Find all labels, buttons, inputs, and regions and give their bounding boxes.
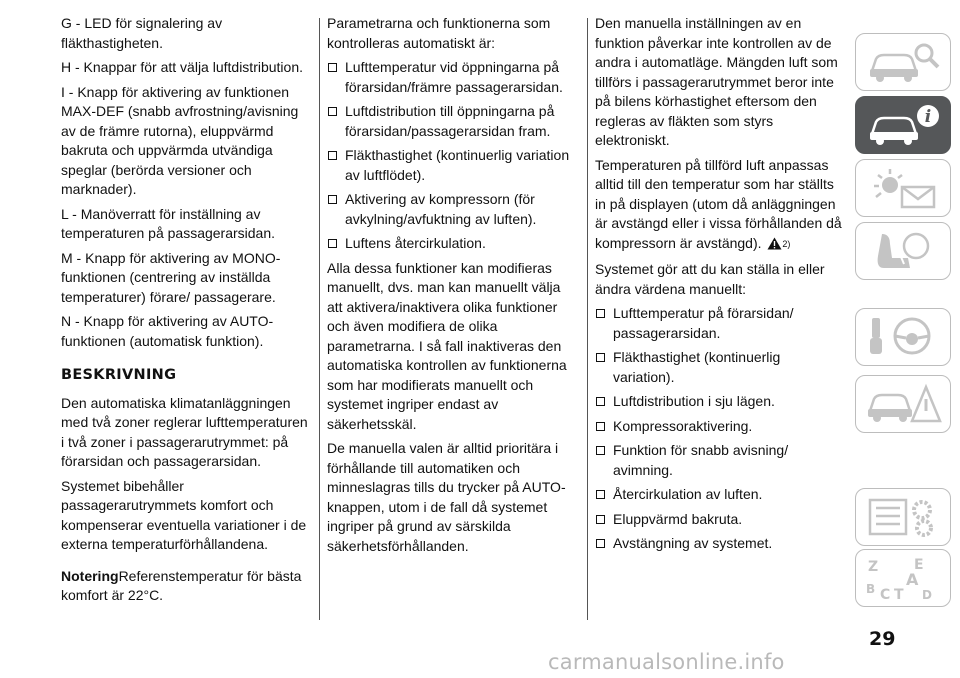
list-item: Aktivering av kompressorn (för avkylning/avfuktning av luften). [327,190,577,229]
list-item: Fläkthastighet (kontinuerlig variation av luftflödet). [327,146,577,185]
manual-functions-list [595,304,843,554]
list-item: Kompressoraktivering. [595,417,843,437]
column-1 [61,14,313,611]
tab-emergency[interactable] [855,375,951,433]
list-item: Återcirkulation av luften. [595,485,843,505]
tab-starting-driving[interactable] [855,308,951,366]
list-item: Luftens återcirkulation. [327,234,577,254]
index-letter: C [880,587,891,601]
tab-car-overview[interactable] [855,33,951,91]
column-divider [587,18,588,620]
list-item: Luftdistribution till öppningarna på förarsidan/passagerarsidan fram. [327,102,577,141]
svg-text:i: i [924,107,932,127]
warning-light-envelope-icon [864,165,944,211]
tab-warning-lights[interactable] [855,159,951,217]
temperature-text: Temperaturen på tillförd luft anpassas alltid till den temperatur som har ställts in på displayen (utom då anläggningen är avstängd eller i vissa förhållanden då kompressorn är avstängd). [595,156,842,251]
index-letter: B [866,582,876,596]
item-n: N - Knapp för aktivering av AUTO-funktionen (automatisk funktion). [61,313,274,349]
list-item: Fläkthastighet (kontinuerlig variation). [595,348,843,387]
alphabet-index-icon [864,555,944,601]
warning-triangle-icon [767,236,782,256]
service-gears-icon [864,494,944,540]
index-letter: E [914,557,924,573]
car-info-icon [864,102,944,148]
watermark: carmanualsonline.info [548,650,785,674]
note-text: Referenstemperatur för bästa komfort är 22°C. [61,567,302,603]
auto-functions-list [327,58,577,254]
item-h: H - Knappar för att välja luftdistribution. [61,59,304,75]
item-g: G - LED för signalering av fläkthastigheten. [61,15,223,51]
list-item: Eluppvärmd bakruta. [595,510,843,530]
comfort-paragraph: Systemet bibehåller passagerarutrymmets komfort och kompenserar eventuella variationer i de externa temperaturförhållandena. [61,477,307,552]
manual-values-intro: Systemet gör att du kan ställa in eller ändra värdena manuellt: [595,261,825,297]
note-label: Notering [61,567,119,584]
item-l: L - Manöverratt för inställning av temperaturen på passagerarsidan. [61,205,276,241]
index-letter: A [906,570,919,589]
manual-setting-paragraph: Den manuella inställningen av en funktion påverkar inte kontrollen av de andra i automatläge. Mängden luft som tillförs i passagerarutrymmet beror inte på bilens körhastighet eftersom den regleras av fläkten som styrs elektroniskt. [595,15,838,148]
car-crash-icon [864,381,944,427]
column-divider [319,18,320,620]
seat-airbag-icon [864,228,944,274]
warning-reference: 2) [782,238,791,249]
auto-intro: Parametrarna och funktionerna som kontrolleras automatiskt är: [327,15,551,51]
priority-paragraph: De manuella valen är alltid prioritära i förhållande till automatiken och minneslagras tills du trycker på AUTO-knappen, utom i de fall då systemet ingriper på grund av särskilda säkerhetsförhållanden. [327,440,566,554]
index-letter: D [922,588,932,601]
list-item: Avstängning av systemet. [595,534,843,554]
page-number: 29 [869,628,896,650]
tab-safety[interactable] [855,222,951,280]
item-m: M - Knapp för aktivering av MONO-funktionen (centrering av inställda temperaturer) förare/ passagerare. [61,249,281,305]
list-item: Funktion för snabb avisning/ avimning. [595,441,843,480]
tab-index[interactable] [855,549,951,607]
temperature-paragraph [595,156,843,256]
column-2 [327,14,577,561]
list-item: Lufttemperatur vid öppningarna på förarsidan/främre passagerarsidan. [327,58,577,97]
tab-car-info[interactable] [855,96,951,154]
description-paragraph: Den automatiska klimatanläggningen med två zoner reglerar lufttemperaturen i två zoner i passagerarutrymmet: på förarsidan och passagerarsidan. [61,394,308,469]
section-heading: BESKRIVNING [61,367,177,383]
key-steering-wheel-icon [864,314,944,360]
item-i: I - Knapp för aktivering av funktionen MAX-DEF (snabb avfrostning/avisning av de främre rutorna), eluppvärmd bakruta och uppvärmda utvändiga speglar (berörda versioner och marknader). [61,83,299,197]
index-letter: Z [868,559,879,575]
note-paragraph [61,567,313,606]
index-letter: T [894,587,904,601]
car-magnifier-icon [864,39,944,85]
manual-paragraph: Alla dessa funktioner kan modifieras manuellt, dvs. man kan manuellt välja att aktivera/inaktivera olika funktioner och även modifiera de olika parametrarna. I så fall inaktiveras den automatiska kontrollen av funktionerna som har modifierats manuellt och systemet ingriper endast av säkerhetsskäl. [327,259,567,432]
tab-maintenance[interactable] [855,488,951,546]
column-3 [595,14,843,559]
list-item: Lufttemperatur på förarsidan/ passagerarsidan. [595,304,843,343]
list-item: Luftdistribution i sju lägen. [595,392,843,412]
